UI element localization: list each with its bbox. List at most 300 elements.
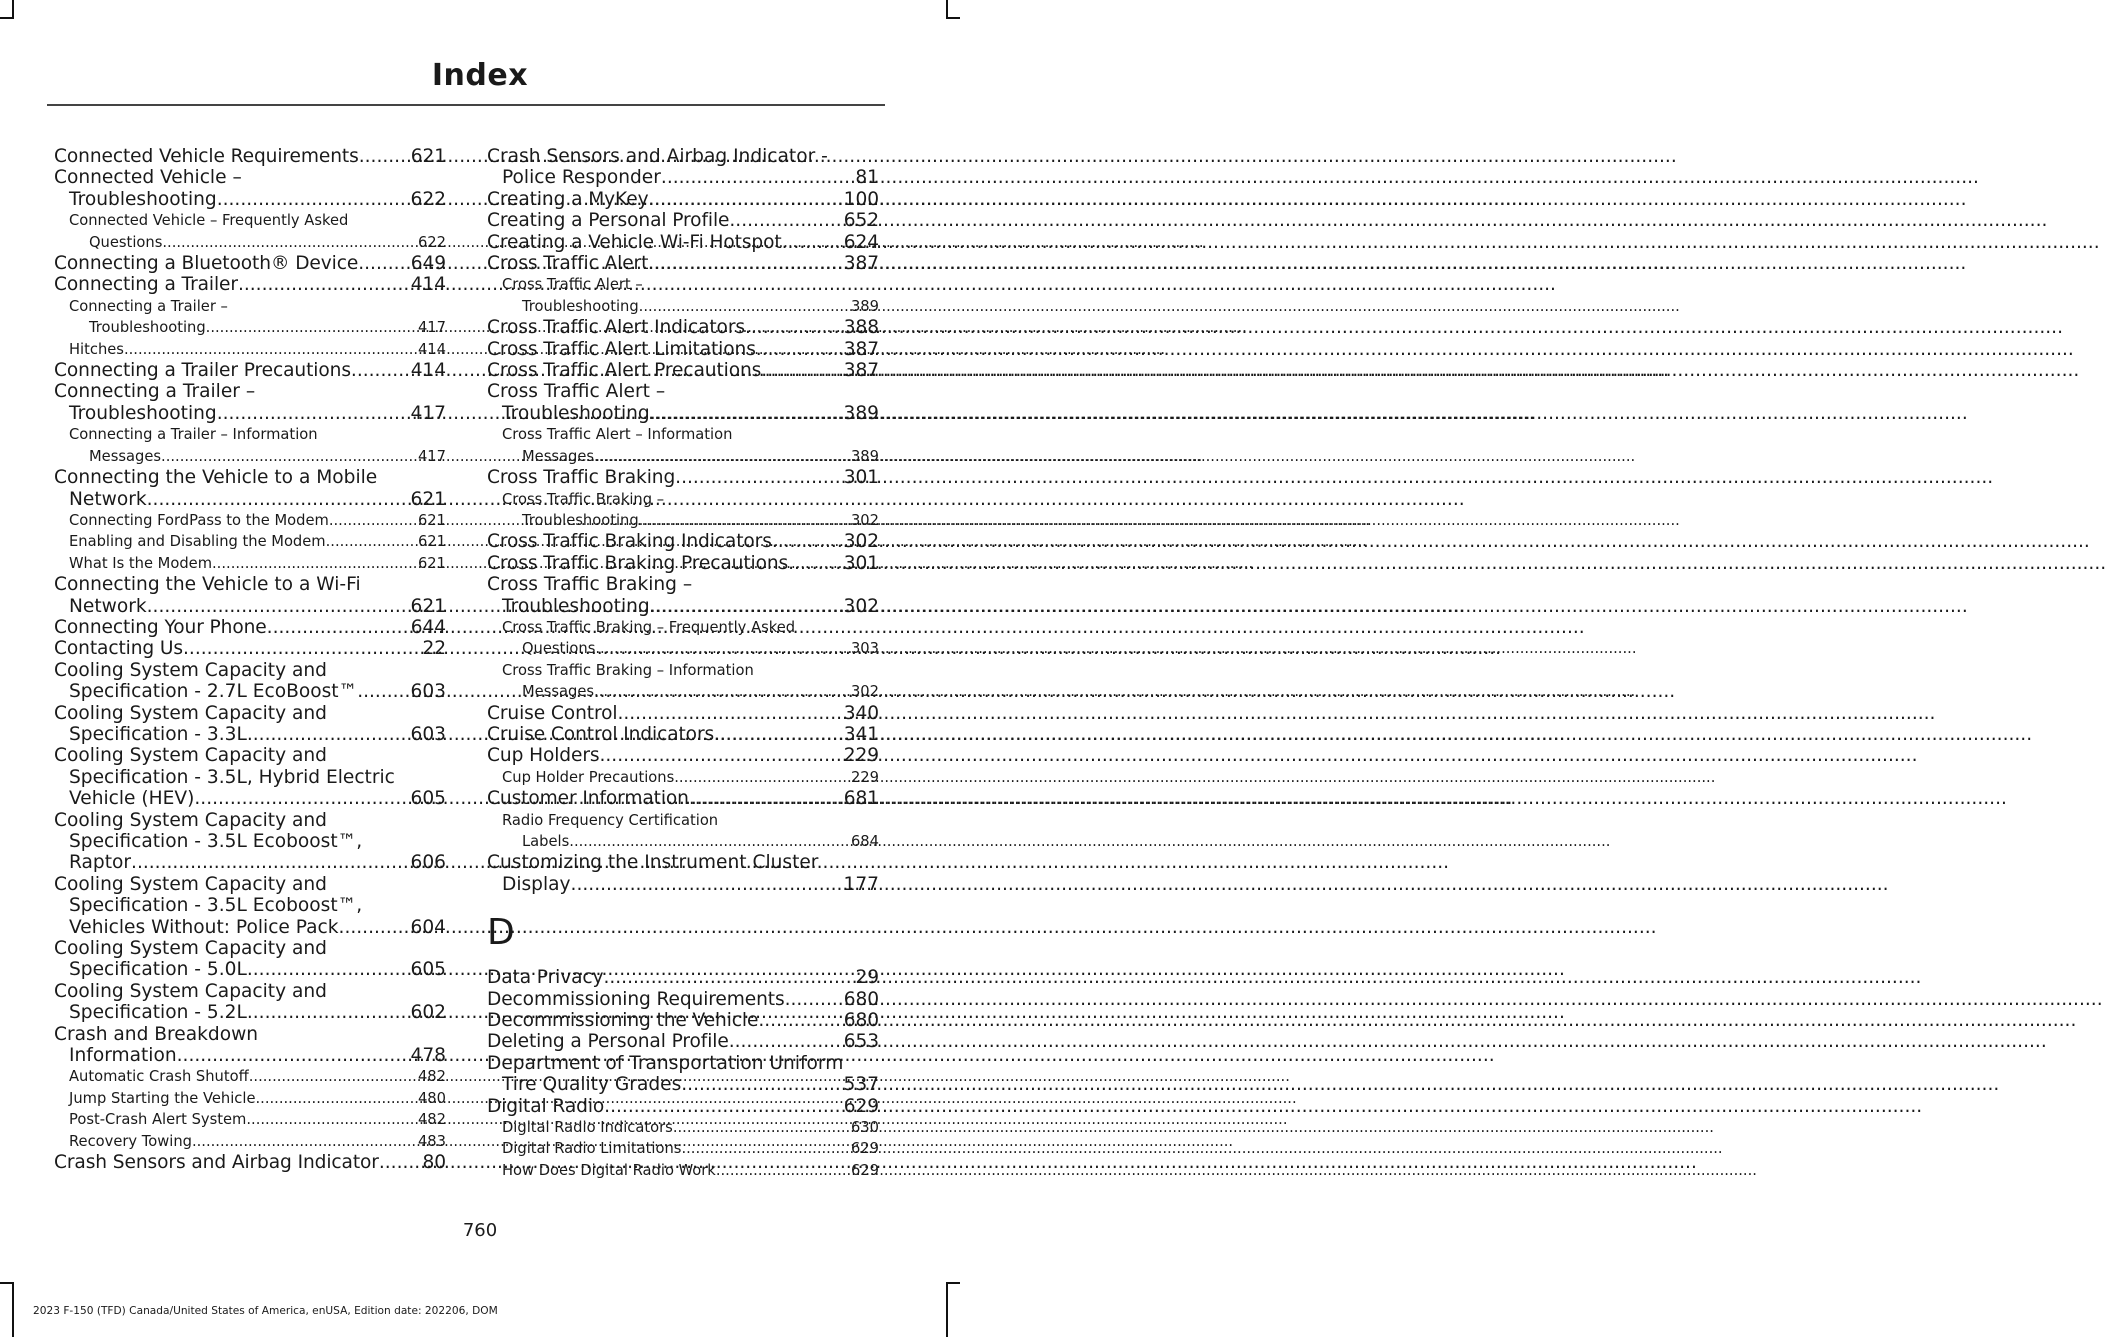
entry-title: Connecting Your Phone [54, 616, 267, 638]
page-ref: 622 [410, 188, 446, 210]
index-entry[interactable] [54, 146, 446, 167]
page-ref: 621 [417, 533, 446, 551]
entry-title-line: Cooling System Capacity and [54, 980, 327, 1002]
index-subentry[interactable] [54, 553, 446, 574]
entry-title-line: Specification - 3.5L Ecoboost™, [69, 831, 363, 852]
index-entry[interactable] [54, 1002, 446, 1023]
index-subentry[interactable] [54, 531, 446, 552]
entry-title: Troubleshooting [522, 297, 639, 315]
entry-title: Cross Traffic Braking [487, 467, 676, 489]
entry-title: Network [69, 488, 147, 510]
dot-leader [249, 1066, 418, 1087]
entry-title: Creating a Vehicle Wi-Fi Hotspot [487, 231, 782, 253]
index-entry-group [487, 574, 879, 617]
entry-title: Hitches [69, 340, 124, 358]
entry-title: Cross Traffic Braking Precautions [487, 552, 789, 574]
entry-title: Specification - 5.2L [69, 1002, 247, 1024]
subentry-title-line: Cross Traffic Braking – Frequently Asked [502, 618, 796, 636]
index-subentry-group [487, 489, 879, 532]
entry-title: Police Responder [502, 167, 661, 189]
entry-title: Cup Holders [487, 745, 600, 767]
index-entry[interactable] [487, 1096, 879, 1117]
index-entry[interactable] [54, 788, 446, 809]
entry-title: Connecting a Trailer [54, 274, 238, 296]
subentry-title-line: Cross Traffic Alert – [502, 276, 643, 294]
page-ref: 100 [843, 188, 879, 210]
entry-title: Connecting FordPass to the Modem [69, 511, 329, 529]
entry-title: Labels [522, 833, 570, 850]
entry-title: Cup Holder Precautions [502, 768, 675, 786]
index-subentry-group [487, 660, 879, 703]
index-subentry[interactable] [54, 1088, 446, 1109]
entry-title: Troubleshooting [89, 319, 206, 337]
index-entry[interactable] [54, 274, 446, 295]
page-ref: 29 [855, 967, 879, 989]
entry-title: Cross Traffic Braking Indicators [487, 531, 772, 553]
dot-leader [206, 317, 418, 338]
dot-leader [595, 638, 851, 659]
index-entry[interactable] [487, 339, 879, 360]
entry-title: Connected Vehicle Requirements [54, 146, 359, 167]
dot-leader [131, 852, 410, 873]
page-ref: 653 [843, 1031, 879, 1053]
page-ref: 622 [417, 233, 446, 251]
page-ref: 621 [417, 554, 446, 572]
dot-leader [639, 296, 851, 317]
crop-mark [946, 1282, 948, 1337]
entry-title: Messages [89, 447, 162, 465]
entry-title: Troubleshooting [69, 188, 217, 210]
index-subentry[interactable] [54, 1131, 446, 1152]
entry-title: Jump Starting the Vehicle [69, 1089, 256, 1107]
crop-mark [946, 0, 948, 18]
index-subentry[interactable] [54, 1066, 446, 1087]
entry-title: Recovery Towing [69, 1132, 192, 1150]
dot-leader [256, 1088, 418, 1109]
entry-title-line: Cooling System Capacity and [54, 702, 327, 724]
dot-leader [639, 510, 851, 531]
page-ref: 604 [410, 916, 446, 938]
dot-leader [351, 360, 411, 381]
entry-title: Cruise Control Indicators [487, 723, 715, 745]
entry-title: Cross Traffic Alert Limitations [487, 338, 756, 360]
page-ref: 22 [422, 638, 446, 660]
dot-leader [359, 146, 411, 167]
index-subentry-group [487, 617, 879, 660]
entry-title: Creating a Personal Profile [487, 210, 730, 232]
page-ref: 684 [850, 833, 879, 850]
index-entry[interactable] [487, 1031, 879, 1052]
page-ref: 389 [850, 297, 879, 315]
index-subentry[interactable] [54, 1109, 446, 1130]
page-ref: 537 [843, 1074, 879, 1096]
entry-title: Tire Quality Grades [502, 1074, 682, 1096]
index-subentry[interactable] [54, 339, 446, 360]
index-entry[interactable] [54, 724, 446, 745]
entry-title: How Does Digital Radio Work [502, 1161, 716, 1179]
index-subentry[interactable] [54, 232, 446, 253]
dot-leader [788, 553, 844, 574]
entry-title: Cross Traffic Alert Indicators [487, 317, 745, 339]
index-subentry-group [487, 810, 879, 853]
entry-title: Troubleshooting [502, 402, 650, 424]
dot-leader [147, 596, 411, 617]
page-ref: 414 [417, 340, 446, 358]
index-entry-group [487, 146, 879, 189]
dot-leader [124, 339, 418, 360]
dot-leader [785, 989, 844, 1010]
index-entry[interactable] [487, 745, 879, 766]
entry-title: Specification - 3.3L [69, 723, 247, 745]
index-entry[interactable] [487, 1074, 879, 1095]
page-ref: 605 [410, 788, 446, 810]
index-entry[interactable] [487, 596, 879, 617]
page-ref: 389 [850, 447, 879, 465]
page-ref: 417 [410, 402, 446, 424]
dot-leader [675, 467, 844, 488]
subentry-title-line: Connecting a Trailer – [69, 297, 228, 315]
index-entry-group [487, 1053, 879, 1096]
dot-leader [604, 1096, 844, 1117]
page-ref: 621 [410, 595, 446, 617]
dot-leader [650, 403, 844, 424]
dot-leader [729, 210, 843, 231]
dot-leader [714, 724, 844, 745]
entry-title-line: Connecting the Vehicle to a Wi-Fi [54, 574, 361, 596]
index-subentry[interactable] [487, 1160, 879, 1181]
dot-leader [689, 788, 844, 809]
index-subentry[interactable] [54, 510, 446, 531]
page-ref: 229 [843, 745, 879, 767]
page-ref: 414 [410, 360, 446, 382]
entry-title: Contacting Us [54, 638, 184, 660]
index-entry[interactable] [54, 681, 446, 702]
crop-mark [0, 17, 14, 19]
subentry-title-line: Cross Traffic Braking – [502, 490, 665, 508]
index-entry-group [487, 852, 879, 895]
entry-title: Messages [522, 447, 595, 465]
dot-leader [599, 745, 843, 766]
index-entry[interactable] [487, 989, 879, 1010]
index-entry-group [54, 381, 446, 424]
entry-title: What Is the Modem [69, 554, 213, 572]
dot-leader [648, 253, 844, 274]
entry-title: Enabling and Disabling the Modem [69, 533, 326, 551]
index-entry[interactable] [487, 360, 879, 381]
page-ref: 630 [850, 1119, 879, 1137]
subentry-title-line: Connected Vehicle – Frequently Asked [69, 212, 349, 230]
dot-leader [772, 531, 844, 552]
index-entry-group [54, 938, 446, 981]
index-entry[interactable] [487, 253, 879, 274]
page-ref: 302 [843, 595, 879, 617]
page-ref: 603 [410, 681, 446, 703]
index-column-right [487, 146, 879, 1181]
index-entry-group [487, 381, 879, 424]
index-subentry[interactable] [54, 446, 446, 467]
entry-title: Vehicle (HEV) [69, 788, 195, 810]
index-subentry[interactable] [487, 767, 879, 788]
page-ref: 81 [855, 167, 879, 189]
index-subentry-group [487, 274, 879, 317]
index-subentry[interactable] [487, 1138, 879, 1159]
crop-mark [0, 1282, 14, 1284]
index-column-left [54, 146, 446, 1174]
dot-leader [569, 831, 851, 852]
entry-title: Specification - 5.0L [69, 959, 247, 981]
index-entry[interactable] [54, 596, 446, 617]
subentry-title-line: Radio Frequency Certification [502, 811, 719, 829]
page-ref: 80 [422, 1152, 446, 1174]
index-entry-group [54, 1024, 446, 1067]
dot-leader [358, 253, 411, 274]
page-ref: 680 [843, 1010, 879, 1032]
subentry-title-line: Connecting a Trailer – Information [69, 426, 318, 444]
entry-title-line: Customizing the Instrument Cluster [487, 852, 819, 874]
index-entry[interactable] [54, 617, 446, 638]
index-subentry[interactable] [487, 510, 879, 531]
dot-leader [650, 596, 844, 617]
entry-title: Crash Sensors and Airbag Indicator [54, 1152, 379, 1174]
index-entry[interactable] [487, 403, 879, 424]
entry-title: Connecting a Bluetooth® Device [54, 253, 359, 275]
dot-leader [617, 703, 843, 724]
edition-footer: 2023 F-150 (TFD) Canada/United States of America, enUSA, Edition date: 202206, DOM [33, 1305, 498, 1317]
entry-title: Information [69, 1045, 177, 1067]
page-ref: 621 [410, 146, 446, 167]
index-entry[interactable] [487, 553, 879, 574]
dot-leader [716, 1160, 851, 1181]
page-ref: 417 [417, 447, 446, 465]
index-entry-group [54, 467, 446, 510]
index-subentry[interactable] [487, 681, 879, 702]
dot-leader [162, 232, 418, 253]
crop-mark [12, 0, 14, 18]
index-entry-group [54, 703, 446, 746]
entry-title-line: Specification - 3.5L Ecoboost™, [69, 895, 363, 917]
entry-title: Cross Traffic Alert Precautions [487, 360, 762, 382]
page-ref: 602 [410, 1002, 446, 1024]
dot-leader [247, 959, 411, 980]
entry-title: Network [69, 595, 147, 617]
page-ref: 605 [410, 959, 446, 981]
page-ref: 482 [417, 1111, 446, 1129]
index-entry[interactable] [54, 638, 446, 659]
index-entry[interactable] [487, 232, 879, 253]
index-entry[interactable] [487, 189, 879, 210]
dot-leader [247, 724, 411, 745]
dot-leader [673, 1117, 851, 1138]
page-ref: 621 [417, 511, 446, 529]
dot-leader [192, 1131, 418, 1152]
index-entry[interactable] [487, 788, 879, 809]
page-ref: 389 [843, 402, 879, 424]
page-ref: 301 [843, 467, 879, 489]
index-entry[interactable] [487, 703, 879, 724]
crop-mark [946, 17, 960, 19]
page-ref: 341 [843, 723, 879, 745]
section-letter: D [487, 912, 515, 954]
page-ref: 302 [843, 531, 879, 553]
index-subentry-group [487, 424, 879, 467]
dot-leader [217, 189, 411, 210]
index-subentry-group [54, 296, 446, 339]
entry-title: Cruise Control [487, 702, 618, 724]
page-ref: 303 [850, 640, 879, 658]
index-entry[interactable] [487, 467, 879, 488]
dot-leader [782, 232, 844, 253]
entry-title: Digital Radio Limitations [502, 1140, 682, 1158]
index-subentry[interactable] [487, 296, 879, 317]
index-entry[interactable] [487, 531, 879, 552]
dot-leader [267, 617, 411, 638]
page-ref: 644 [410, 616, 446, 638]
index-subentry[interactable] [54, 317, 446, 338]
index-entry-group [54, 810, 446, 874]
index-subentry[interactable] [487, 831, 879, 852]
dot-leader [147, 489, 411, 510]
index-entry[interactable] [487, 210, 879, 231]
entry-title: Troubleshooting [502, 595, 650, 617]
entry-title: Automatic Crash Shutoff [69, 1068, 249, 1086]
index-entry[interactable] [487, 317, 879, 338]
dot-leader [247, 1002, 411, 1023]
index-entry[interactable] [54, 489, 446, 510]
page-ref: 340 [843, 702, 879, 724]
page-ref: 229 [850, 768, 879, 786]
dot-leader [756, 339, 844, 360]
index-entry[interactable] [54, 360, 446, 381]
dot-leader [674, 767, 851, 788]
entry-title-line: Cooling System Capacity and [54, 659, 327, 681]
page-title: Index [431, 58, 529, 93]
entry-title: Messages [522, 683, 595, 701]
index-subentry-group [54, 210, 446, 253]
entry-title: Display [502, 873, 571, 895]
entry-title-line: Connecting the Vehicle to a Mobile [54, 467, 378, 489]
dot-leader [246, 1109, 418, 1130]
entry-title: Cross Traffic Alert [487, 253, 649, 275]
entry-title: Questions [89, 233, 163, 251]
entry-title: Post-Crash Alert System [69, 1111, 247, 1129]
dot-leader [379, 1152, 423, 1173]
index-entry[interactable] [54, 959, 446, 980]
index-entry-group [54, 745, 446, 809]
index-entry[interactable] [487, 874, 879, 895]
dot-leader [594, 681, 851, 702]
dot-leader [357, 681, 410, 702]
entry-title-line: Connecting a Trailer – [54, 381, 256, 403]
dot-leader [661, 167, 855, 188]
entry-title: Raptor [69, 852, 132, 874]
index-subentry[interactable] [487, 1117, 879, 1138]
page-ref: 629 [850, 1140, 879, 1158]
dot-leader [761, 360, 844, 381]
dot-leader [603, 967, 855, 988]
index-subentry-group [54, 424, 446, 467]
subentry-title-line: Cross Traffic Alert – Information [502, 426, 733, 444]
page-ref: 621 [410, 488, 446, 510]
crop-mark [946, 1282, 960, 1284]
entry-title-line: Crash Sensors and Airbag Indicator - [487, 146, 828, 167]
entry-title-line: Connected Vehicle – [54, 167, 242, 189]
page-ref: 629 [850, 1161, 879, 1179]
index-entry-group [54, 874, 446, 938]
entry-title: Troubleshooting [69, 402, 217, 424]
dot-leader [329, 510, 418, 531]
page-ref: 603 [410, 723, 446, 745]
dot-leader [729, 1031, 844, 1052]
index-entry[interactable] [54, 917, 446, 938]
entry-title-line: Crash and Breakdown [54, 1023, 259, 1045]
entry-title-line: Cross Traffic Braking – [487, 574, 693, 596]
entry-title: Questions [522, 640, 596, 658]
dot-leader [217, 403, 411, 424]
entry-title: Customer Information [487, 788, 689, 810]
entry-title-line: Cooling System Capacity and [54, 809, 327, 831]
page-ref: 624 [843, 231, 879, 253]
page-ref: 387 [843, 338, 879, 360]
entry-title: Troubleshooting [522, 511, 639, 529]
page-ref: 649 [410, 253, 446, 275]
dot-leader [745, 317, 844, 338]
index-entry[interactable] [487, 167, 879, 188]
index-entry[interactable] [487, 1010, 879, 1031]
entry-title-line: Cooling System Capacity and [54, 873, 327, 895]
index-entry[interactable] [54, 852, 446, 873]
page-ref: 417 [417, 319, 446, 337]
page-ref: 652 [843, 210, 879, 232]
page-ref: 177 [843, 873, 879, 895]
page-ref: 302 [850, 511, 879, 529]
index-subentry[interactable] [487, 446, 879, 467]
page-ref: 388 [843, 317, 879, 339]
index-entry[interactable] [54, 1152, 446, 1173]
index-entry[interactable] [54, 403, 446, 424]
title-divider [47, 104, 885, 106]
page-ref: 478 [410, 1045, 446, 1067]
entry-title-line: Specification - 3.5L, Hybrid Electric [69, 766, 395, 788]
index-entry-group [54, 167, 446, 210]
crop-mark [12, 1282, 14, 1337]
index-entry[interactable] [54, 1045, 446, 1066]
page-ref: 480 [417, 1089, 446, 1107]
entry-title-line: Cooling System Capacity and [54, 938, 327, 960]
dot-leader [183, 638, 423, 659]
dot-leader [648, 189, 843, 210]
index-entry[interactable] [487, 724, 879, 745]
entry-title: Vehicles Without: Police Pack [69, 916, 339, 938]
index-entry[interactable] [54, 189, 446, 210]
page-number: 760 [462, 1220, 498, 1241]
dot-leader [238, 274, 411, 295]
entry-title-line: Cooling System Capacity and [54, 745, 327, 767]
index-entry-group [54, 660, 446, 703]
page-ref: 387 [843, 253, 879, 275]
page-ref: 301 [843, 552, 879, 574]
index-entry[interactable] [487, 967, 879, 988]
dot-leader [594, 446, 851, 467]
page-ref: 482 [417, 1068, 446, 1086]
index-entry-group [54, 574, 446, 617]
index-entry[interactable] [54, 253, 446, 274]
entry-title: Specification - 2.7L EcoBoost™ [69, 681, 358, 703]
index-subentry[interactable] [487, 638, 879, 659]
dot-leader [571, 874, 844, 895]
page-ref: 302 [850, 683, 879, 701]
dot-leader [177, 1045, 411, 1066]
entry-title: Data Privacy [487, 967, 604, 989]
